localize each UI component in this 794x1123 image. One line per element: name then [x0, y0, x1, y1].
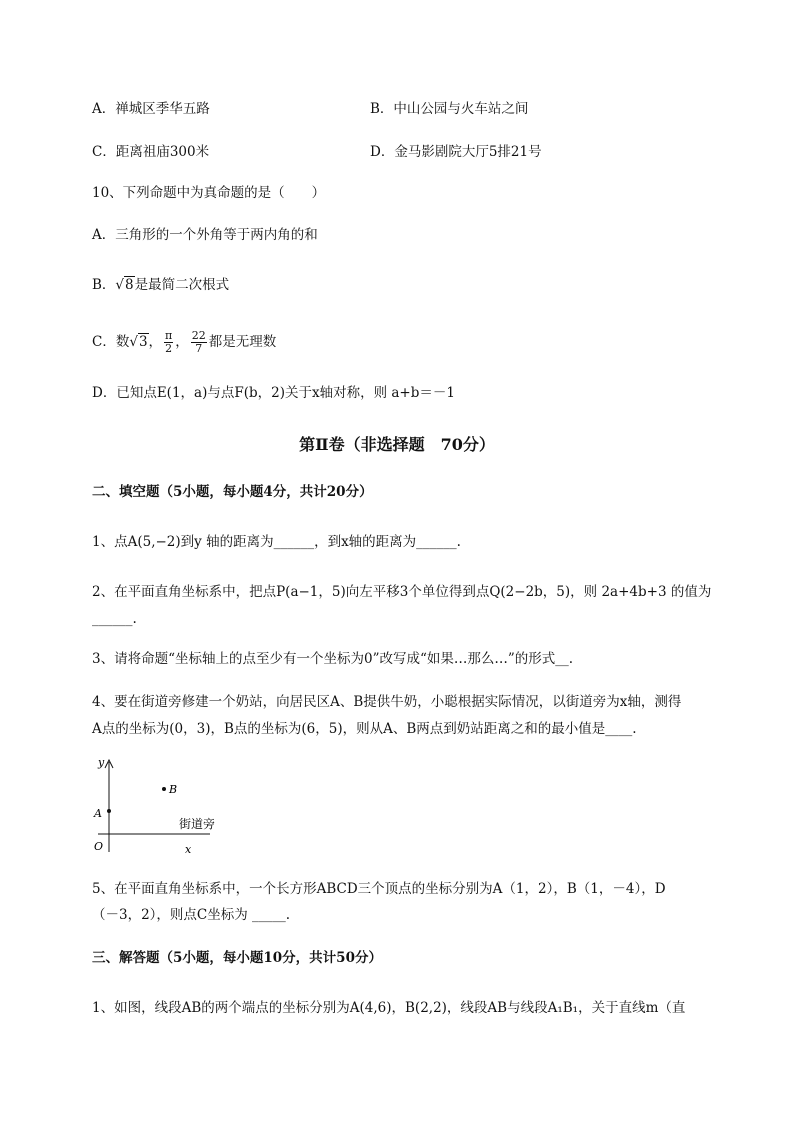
sqrt-8: √8	[115, 277, 134, 293]
point-a-label: A	[94, 807, 102, 820]
q9-option-a: A．禅城区季华五路	[92, 101, 210, 117]
fill-q5-line1: 5、在平面直角坐标系中，一个长方形ABCD三个顶点的坐标分别为A（1，2），B（1，－4），D	[92, 881, 666, 897]
q10-option-c-prefix: C．数	[92, 334, 130, 350]
fill-q3: 3、请将命题“坐标轴上的点至少有一个坐标为0”改写成“如果…那么…”的形式__.	[92, 651, 574, 667]
q10-option-b	[92, 276, 229, 294]
radicand: 3	[138, 334, 148, 350]
point-b-label: B	[169, 783, 178, 796]
q9-option-c: C．距离祖庙300米	[92, 144, 210, 160]
q10-option-d: D．已知点E(1，a)与点F(b，2)关于x轴对称，则 a+b＝－1	[92, 385, 455, 401]
q10-option-c: C．数√3， $\frac{\pi}{2}$ ， $\frac{22}{7}$ 都是无理数	[92, 325, 276, 359]
x-axis-label: x	[185, 843, 192, 856]
q9-option-d: D．金马影剧院大厅5排21号	[370, 144, 542, 160]
fill-q4-line2: A点的坐标为(0，3)，B点的坐标为(6，5)，则从A、B两点到奶站距离之和的最小值是____.	[92, 721, 637, 737]
point-a	[107, 809, 111, 813]
fill-q4-line1: 4、要在街道旁修建一个奶站，向居民区A、B提供牛奶，小聪根据实际情况，以街道旁为x轴，测得	[92, 694, 682, 710]
point-b	[162, 787, 166, 791]
q10-option-c-suffix: 都是无理数	[208, 334, 277, 350]
fraction-22-over-7	[191, 330, 207, 355]
street-label: 街道旁	[179, 817, 216, 831]
answer-q1: 1、如图，线段AB的两个端点的坐标分别为A(4,6)，B(2,2)，线段AB与线段A₁B₁，关于直线m（直	[92, 1000, 686, 1016]
q10-option-b-suffix: 是最简二次根式	[134, 277, 230, 293]
fill-q2-line1: 2、在平面直角坐标系中，把点P(a−1，5)向左平移3个单位得到点Q(2−2b，5)，则 2a+4b+3 的值为	[92, 584, 712, 600]
section3-heading: 三、解答题（5小题，每小题10分，共计50分）	[92, 950, 382, 966]
fill-q1: 1、点A(5,−2)到y 轴的距离为______，到x轴的距离为______.	[92, 534, 461, 550]
denominator: 2	[165, 342, 173, 355]
numerator: π	[165, 329, 173, 342]
fill-q5-line2: （－3，2），则点C坐标为 _____.	[92, 907, 291, 923]
sqrt-3: √3	[129, 334, 148, 350]
section2-heading: 二、填空题（5小题，每小题4分，共计20分）	[92, 484, 373, 500]
numerator: 22	[191, 329, 206, 342]
coordinate-figure	[88, 752, 238, 860]
q10-option-a: A．三角形的一个外角等于两内角的和	[92, 227, 318, 243]
fraction-pi-over-2	[164, 330, 173, 355]
part2-title: 第Ⅱ卷（非选择题 70分）	[299, 435, 495, 454]
q9-option-b: B．中山公园与火车站之间	[370, 101, 529, 117]
origin-label: O	[94, 840, 104, 853]
q10-option-b-prefix: B．	[92, 277, 116, 293]
q10-stem: 10、下列命题中为真命题的是（ ）	[92, 185, 326, 201]
y-axis-label: y	[98, 756, 105, 769]
radicand: 8	[125, 277, 134, 293]
fill-q2-line2: ______.	[92, 611, 137, 627]
denominator: 7	[195, 342, 203, 355]
